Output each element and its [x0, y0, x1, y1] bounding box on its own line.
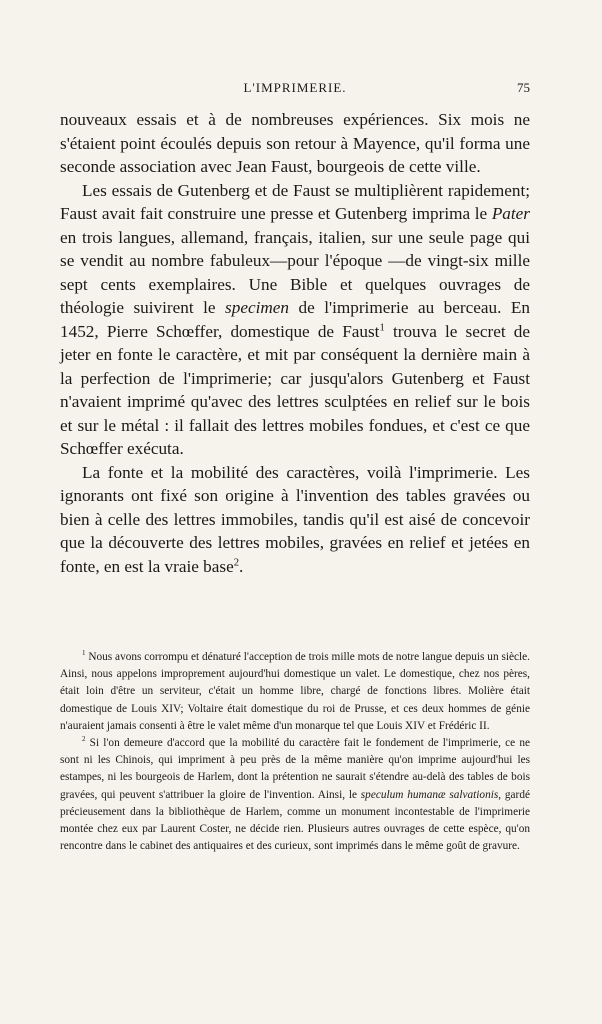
paragraph-continuation — [60, 108, 530, 179]
footnote-2 — [60, 735, 530, 855]
footnote-2-marker: 2 — [82, 735, 86, 744]
pater-italic: Pater — [491, 204, 530, 223]
footnote-ref-1: 1 — [379, 321, 385, 333]
footnote-2-text-1: Si l'on demeure d'accord que la mobilité du caractère fait le fondement de l'imprimerie, ce ne sont ni les Chinois, qui impriment à peu près de la même manière qu'on imprime aujourd'hui les estampes, ni les bourgeois de Harlem, dont la prétention ne saurait s'étendre au-delà des tables de bois gravées, qui peuvent s'attribuer la gloire de l'invention. Ainsi, le — [60, 737, 530, 801]
paragraph-2-part-2: en trois langues, allemand, français, italien, sur une seule page qui se vendit au nombre fabuleux—pour l'époque —de vingt-six mille sept cents exemplaires. Une Bible et quelques ouvrages de théologie suivirent le — [60, 227, 530, 317]
running-head — [60, 80, 530, 102]
specimen-italic: specimen — [225, 298, 289, 317]
speculum-italic: speculum humanæ salvationis — [360, 788, 499, 801]
footnotes — [60, 649, 530, 855]
main-text — [60, 108, 530, 578]
footnote-1 — [60, 649, 530, 735]
footnote-ref-2: 2 — [233, 556, 240, 568]
paragraph-gutenberg-faust — [60, 179, 530, 461]
paragraph-2-part-3: de l'imprimerie au berceau. En 1452, Pierre Schœffer, domestique de Faust — [60, 298, 530, 341]
paragraph-3-part-2: . — [239, 556, 244, 576]
paragraph-3-part-1: La fonte et la mobilité des caractères, voilà l'imprimerie. Les ignorants ont fixé son origine à l'invention des tables gravées ou bien à celle des lettres immobiles, tandis qu'il est aisé de concevoir que la découverte des lettres mobiles, gravées en relief et jetées en fonte, en est la vraie base — [60, 462, 530, 576]
paragraph-2-part-4: trouva le secret de jeter en fonte le caractère, et mit par conséquent la dernière main à la perfection de l'imprimerie; car jusqu'alors Gutenberg et Faust n'avaient imprimé qu'avec des lettres sculptées en relief sur le bois et sur le métal : il fallait des lettres mobiles fondues, et c'est ce que Schœffer exécuta. — [60, 321, 531, 458]
page-number: 75 — [517, 80, 530, 95]
footnote-1-text: Nous avons corrompu et dénaturé l'acception de trois mille mots de notre langue depuis un siècle. Ainsi, nous appelons improprement aujourd'hui domestique un valet. Le domestique, chez nos pères, était loin d'être un serviteur, c'était un homme libre, chargé de fonctions libres. Molière était domestique de Louis XIV; Voltaire était domestique du roi de Prusse, et ces deux hommes de génie n'auraient jamais consenti à être le valet même d'un monarque tel que Louis XIV et Frédéric II. — [60, 651, 530, 732]
paragraph-fonte — [60, 461, 530, 579]
running-title: L'IMPRIMERIE. — [243, 80, 347, 95]
footnote-1-marker: 1 — [82, 649, 86, 658]
paragraph-1-text: nouveaux essais et à de nombreuses expériences. Six mois ne s'étaient point écoulés depuis son retour à Mayence, qu'il forma une seconde association avec Jean Faust, bourgeois de cette ville. — [60, 110, 530, 176]
paragraph-2-part-1: Les essais de Gutenberg et de Faust se multiplièrent rapidement; Faust avait fait construire une presse et Gutenberg imprima le — [60, 180, 530, 223]
footnote-2-text-2: , gardé précieusement dans la bibliothèque de Harlem, comme un monument incontestable de l'imprimerie montée chez eux par Laurent Coster, ne décide rien. Plusieurs autres ouvrages de cette espèce, qu'on rencontre dans le cabinet des antiquaires et des curieux, sont imprimés dans le même goût de gravure. — [60, 788, 530, 853]
